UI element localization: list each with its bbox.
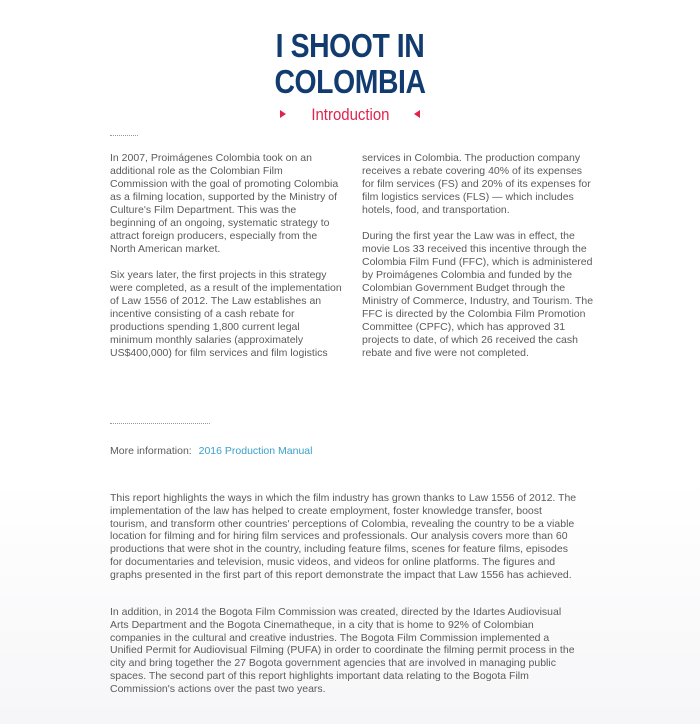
left-paragraph-1: In 2007, Proimágenes Colombia took on an additional role as the Colombian Film Commission with the goal of promoting Colombia as a filming location, supported by the Ministry of Culture's Film Department. This was the beginning of an ongoing, systematic strategy to attract foreign producers, especially from the North American market. xyxy=(110,152,339,255)
left-column xyxy=(110,152,342,373)
more-information xyxy=(110,444,312,458)
right-column xyxy=(362,152,594,373)
page-title-line-1: I SHOOT IN xyxy=(275,27,425,64)
report-paragraph-2 xyxy=(110,606,580,696)
dotted-divider-short xyxy=(110,135,138,136)
report-paragraph-1 xyxy=(110,492,580,582)
dotted-divider-long xyxy=(110,423,210,424)
section-heading xyxy=(0,104,700,126)
left-paragraph-2: Six years later, the first projects in this strategy were completed, as a result of the implementation of Law 1556 of 2012. The Law establishes an incentive consisting of a cash rebate for productions spending 1,800 current legal minimum monthly salaries (approximately US$400,000) for film services and film logistics xyxy=(110,269,342,359)
triangle-left-icon xyxy=(414,110,420,118)
right-paragraph-2: During the first year the Law was in effect, the movie Los 33 received this incentive through the Colombia Film Fund (FFC), which is administered by Proimágenes Colombia and funded by the Colombian Government Budget through the Ministry of Commerce, Industry, and Tourism. The FFC is directed by the Colombia Film Promotion Committee (CPFC), which has approved 31 projects to date, of which 26 received the cash rebate and five were not completed. xyxy=(362,230,594,359)
triangle-right-icon xyxy=(280,110,286,118)
section-subtitle: Introduction xyxy=(310,105,390,124)
right-paragraph-1: services in Colombia. The production company receives a rebate covering 40% of its expenses for film services (FS) and 20% of its expenses for film logistics services (FLS) — which includes hotels, food, and transportation. xyxy=(362,152,591,216)
page-title-line-2: COLOMBIA xyxy=(274,63,426,100)
more-information-label: More information: xyxy=(110,445,192,457)
report-paragraph-1-text: This report highlights the ways in which the film industry has grown thanks to Law 1556 of 2012. The implementation of the law has helped to create employment, foster knowledge transfer, boost tourism, and transform other countries' perceptions of Colombia, revealing the country to be a viable location for filming and for hiring film services and professionals. Our analysis covers more than 60 productions that were shot in the country, including feature films, scenes for feature films, episodes for documentaries and television, music videos, and videos for online platforms. The figures and graphs presented in the first part of this report demonstrate the impact that Law 1556 has achieved. xyxy=(110,492,577,581)
report-paragraph-2-text: In addition, in 2014 the Bogota Film Commission was created, directed by the Idartes Audiovisual Arts Department and the Bogota Cinematheque, in a city that is home to 92% of Colombian companies in the cultural and creative industries. The Bogota Film Commission implemented a Unified Permit for Audiovisual Filming (PUFA) in order to coordinate the filming permit process in the city and bring together the 27 Bogota government agencies that are involved in managing public spaces. The second part of this report highlights important data relating to the Bogota Film Commission's actions over the past two years. xyxy=(110,606,575,695)
production-manual-link[interactable]: 2016 Production Manual xyxy=(198,445,313,457)
